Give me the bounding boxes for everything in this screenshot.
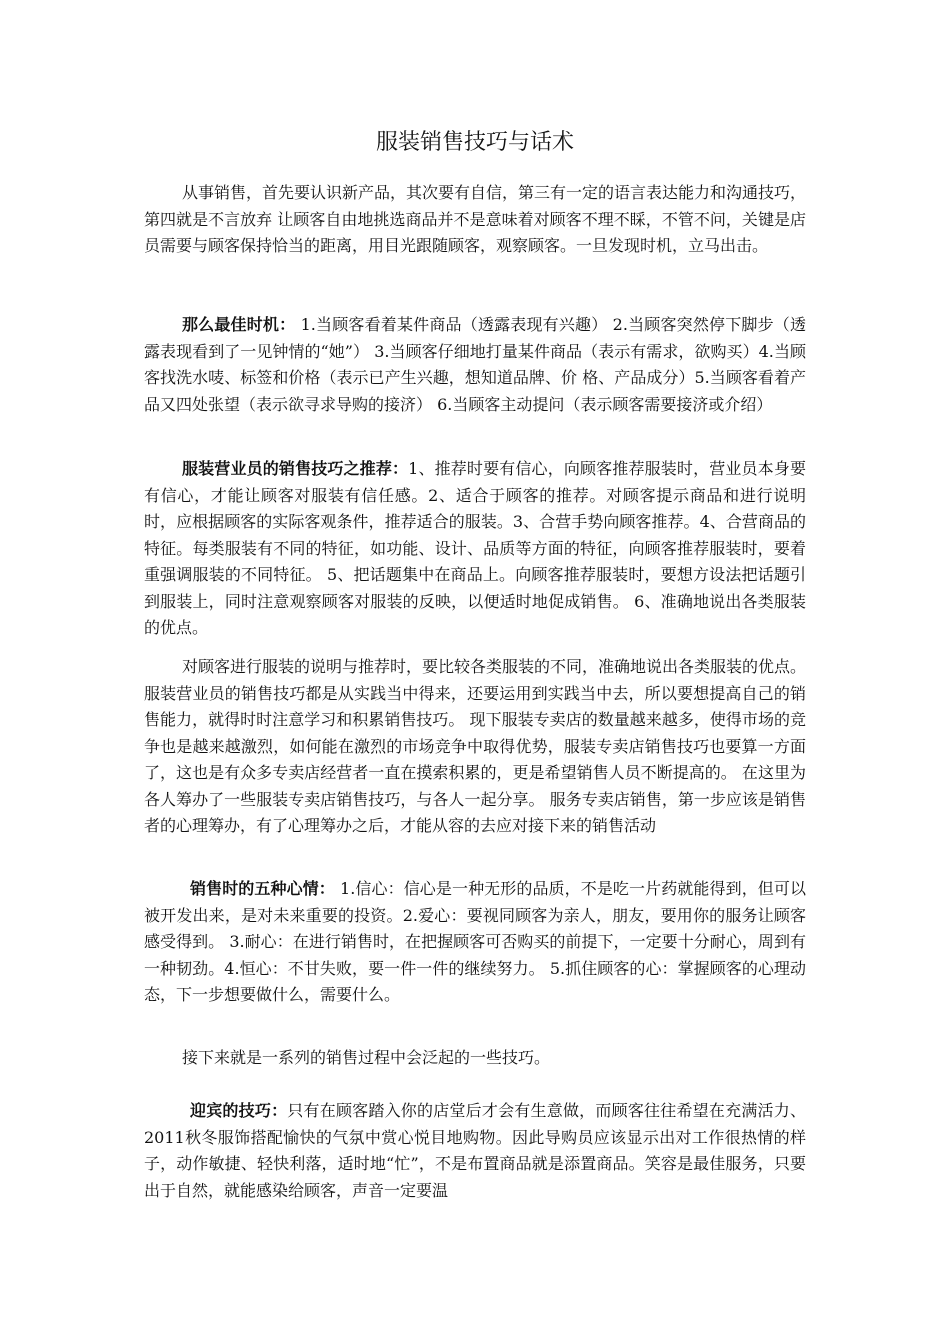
paragraph-recommend-skills <box>144 456 806 642</box>
paragraph-heading: 迎宾的技巧： <box>190 1101 288 1120</box>
paragraph-heading: 服装营业员的销售技巧之推荐： <box>182 459 409 478</box>
paragraph-greeting-skills <box>144 1098 806 1204</box>
paragraph-text: 1.信心：信心是一种无形的品质，不是吃一片药就能得到，但可以被开发出来，是对未来重要的投资。2.爱心：要视同顾客为亲人，朋友，要用你的服务让顾客感受得到。 3.耐心：在进行销售时，在把握顾客可否购买的前提下，一定要十分耐心，周到有一种韧劲。4.恒心：不甘失败，要一件一件的继续努力。 5.抓住顾客的心：掌握顾客的心理动态，下一步想要做什么，需要什么。 <box>144 879 806 1004</box>
paragraph-transition <box>144 1045 806 1072</box>
paragraph-explain-recommend <box>144 654 806 840</box>
paragraph-text: 1.当顾客看着某件商品（透露表现有兴趣） 2.当顾客突然停下脚步（透露表现看到了一见钟情的“她”） 3.当顾客仔细地打量某件商品（表示有需求，欲购买）4.当顾客找洗水唛、标签和价格（表示已产生兴趣，想知道品牌、价 格、产品成分）5.当顾客看着产品又四处张望（表示欲寻求导购的接济） 6.当顾客主动提问（表示顾客需要接济或介绍） <box>144 315 806 414</box>
paragraph-text: 只有在顾客踏入你的店堂后才会有生意做，而顾客往往希望在充满活力、2011秋冬服饰搭配愉快的气氛中赏心悦目地购物。因此导购员应该显示出对工作很热情的样子，动作敏捷、轻快利落，适时地“忙”，不是布置商品就是添置商品。笑容是最佳服务，只要出于自然，就能感染给顾客，声音一定要温 <box>144 1101 806 1200</box>
paragraph-text: 从事销售，首先要认识新产品，其次要有自信，第三有一定的语言表达能力和沟通技巧，第四就是不言放弃 让顾客自由地挑选商品并不是意味着对顾客不理不睬，不管不问，关键是店员需要与顾客保持恰当的距离，用目光跟随顾客，观察顾客。一旦发现时机，立马出击。 <box>144 183 807 255</box>
paragraph-heading: 销售时的五种心情： <box>190 879 335 898</box>
paragraph-text: 1、推荐时要有信心，向顾客推荐服装时，营业员本身要有信心，才能让顾客对服装有信任感。2、适合于顾客的推荐。对顾客提示商品和进行说明时，应根据顾客的实际客观条件，推荐适合的服装。3、合营手势向顾客推荐。4、合营商品的特征。每类服装有不同的特征，如功能、设计、品质等方面的特征，向顾客推荐服装时，要着重强调服装的不同特征。 5、把话题集中在商品上。向顾客推荐服装时，要想方设法把话题引到服装上，同时注意观察顾客对服装的反映，以便适时地促成销售。 6、准确地说出各类服装的优点。 <box>144 459 806 637</box>
document-title: 服装销售技巧与话术 <box>375 130 574 155</box>
paragraph-text: 接下来就是一系列的销售过程中会泛起的一些技巧。 <box>182 1048 551 1067</box>
paragraph-five-mindsets <box>144 876 806 1009</box>
paragraph-text: 对顾客进行服装的说明与推荐时，要比较各类服装的不同，准确地说出各类服装的优点。 服装营业员的销售技巧都是从实践当中得来，还要运用到实践当中去，所以要想提高自己的销售能力，就得时时注意学习和积累销售技巧。 现下服装专卖店的数量越来越多，使得市场的竞争也是越来越激烈，如何能在激烈的市场竞争中取得优势，服装专卖店销售技巧也要算一方面了，这也是有众多专卖店经营者一直在摸索积累的，更是希望销售人员不断提高的。 在这里为各人筹办了一些服装专卖店销售技巧，与各人一起分享。 服务专卖店销售，第一步应该是销售者的心理筹办，有了心理筹办之后，才能从容的去应对接下来的销售活动 <box>144 657 807 835</box>
paragraph-intro <box>144 180 806 260</box>
paragraph-best-timing <box>144 312 806 418</box>
paragraph-heading: 那么最佳时机： <box>182 315 296 334</box>
